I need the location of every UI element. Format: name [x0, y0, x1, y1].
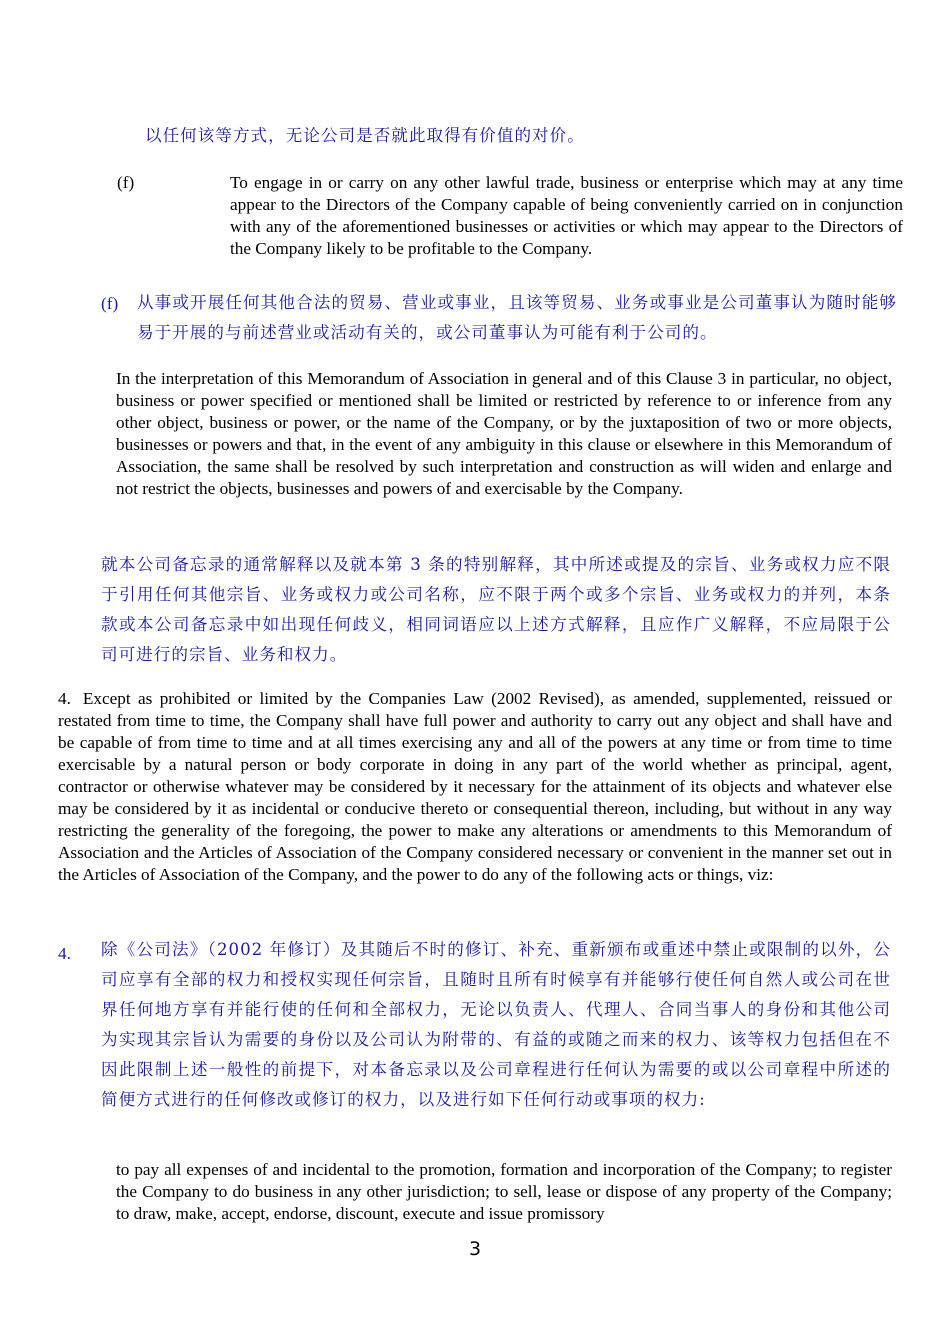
clause-f-chinese-text-inner: 从事或开展任何其他合法的贸易、营业或事业，且该等贸易、业务或事业是公司董事认为随时能够易于开展的与前述营业或活动有关的，或公司董事认为可能有利于公司的。 — [137, 293, 897, 342]
clause-4-chinese-text: 除《公司法》（2002 年修订）及其随后不时的修订、补充、重新颁布或重述中禁止或限制的以外，公司应享有全部的权力和授权实现任何宗旨，且随时且所有时候享有并能够行使任何自然人或公司在世界任何地方享有并能行使的任何和全部权力，无论以负责人、代理人、合同当事人的身份和其他公司为实现其宗旨认为需要的身份以及公司认为附带的、有益的或随之而来的权力、该等权力包括但在不因此限制上述一般性的前提下，对本备忘录以及公司章程进行任何认为需要的或以公司章程中所述的简便方式进行的任何修改或修订的权力，以及进行如下任何行动或事项的权力: — [101, 940, 891, 1109]
clause-4-english-text: Except as prohibited or limited by the Companies Law (2002 Revised), as amended, supplemented, reissued or restated from time to time, the Company shall have full power and authority to carry out any object and shall have and be capable of from time to time and at all times exercising any and all of the powers at any time or from time to time exercisable by a natural person or body corporate in doing in any part of the world whether as principal, agent, contractor or otherwise whatever may be considered by it necessary for the attainment of its objects and whatever else may be considered by it as incidental or conducive thereto or consequential thereon, including, but without in any way restricting the generality of the foregoing, the power to make any alterations or amendments to this Memorandum of Association and the Articles of Association of the Company considered necessary or convenient in the manner set out in the Articles of Association of the Company, and the power to do any of the following acts or things, viz: — [58, 689, 892, 884]
page-number: 3 — [468, 1238, 482, 1260]
interpretation-english-text: In the interpretation of this Memorandum of Association in general and of this Clause 3 in particular, no object, business or power specified or mentioned shall be limited or restricted by reference to or inference from any other object, business or power, or the name of the Company, or by the juxtaposition of two or more objects, businesses or powers and that, in the event of any ambiguity in this clause or elsewhere in this Memorandum of Association, the same shall be resolved by such interpretation and construction as will widen and enlarge and not restrict the objects, businesses and powers of and exercisable by the Company. — [116, 369, 892, 498]
clause-4-sub-english-text: to pay all expenses of and incidental to the promotion, formation and incorporation of the Company; to register the Company to do business in any other jurisdiction; to sell, lease or dispose of any property of the Company; to draw, make, accept, endorse, discount, execute and issue promissory — [116, 1160, 892, 1223]
clause-4-marker: 4. — [58, 689, 71, 708]
clause-f-english-text: To engage in or carry on any other lawful trade, business or enterprise which may at any time appear to the Directors of the Company capable of being conveniently carried on in conjunction with any of the aforementioned businesses or activities or which may appear to the Directors of the Company likely to be profitable to the Company. — [230, 173, 903, 258]
clause-f-marker: (f) — [117, 173, 135, 192]
clause-4-zh-marker: 4. — [58, 944, 71, 963]
zh-continuation-line: 以任何该等方式，无论公司是否就此取得有价值的对价。 — [145, 126, 585, 145]
clause-f-zh-marker: (f) — [101, 294, 119, 313]
clause-f-chinese-text — [137, 288, 897, 348]
clause-4-english — [58, 688, 892, 886]
interpretation-chinese-text: 就本公司备忘录的通常解释以及就本第 3 条的特别解释，其中所述或提及的宗旨、业务或权力应不限于引用任何其他宗旨、业务或权力或公司名称，应不限于两个或多个宗旨、业务或权力的并列，本条款或本公司备忘录中如出现任何歧义，相同词语应以上述方式解释，且应作广义解释，不应局限于公司可进行的宗旨、业务和权力。 — [101, 555, 891, 664]
